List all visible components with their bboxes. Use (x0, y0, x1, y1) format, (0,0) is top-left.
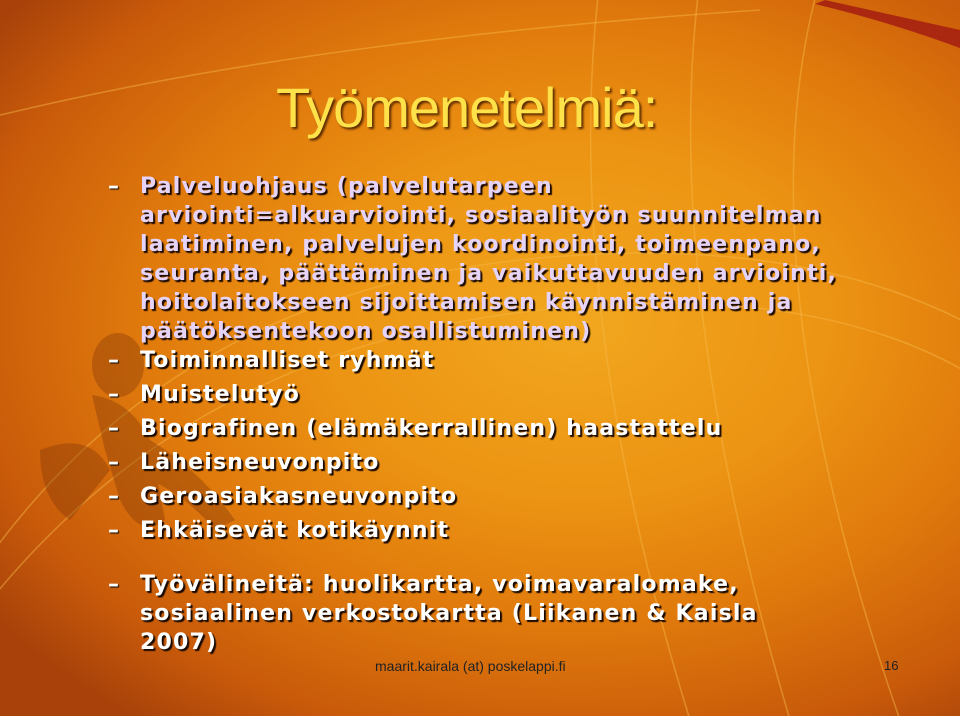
bullet-geroasiakasneuvonpito (108, 482, 928, 516)
dash-icon (108, 380, 119, 409)
page-number: 16 (884, 658, 899, 673)
footer-email: maarit.kairala (at) poskelappi.fi (375, 658, 566, 674)
bullet-line: arviointi=alkuarviointi, sosiaalityön suunnitelman (140, 203, 822, 228)
bullet-palveluohjaus (108, 172, 928, 346)
bullet-list (108, 172, 928, 655)
dash-icon (108, 482, 119, 511)
bullet-tyovalineita (108, 570, 928, 655)
dash-icon (108, 172, 119, 201)
dash-icon (108, 448, 119, 477)
dash-icon (108, 570, 119, 599)
bullet-text: Läheisneuvonpito (140, 450, 380, 475)
bullet-line: Palveluohjaus (palvelutarpeen (140, 174, 553, 199)
corner-streak-icon (815, 0, 960, 48)
bullet-line: sosiaalinen verkostokartta (Liikanen & Kaisla (140, 601, 758, 626)
bullet-text: Toiminnalliset ryhmät (140, 348, 435, 373)
bullet-muistelutyo (108, 380, 928, 414)
bullet-laheisneuvonpito (108, 448, 928, 482)
bullet-biografinen-haastattelu (108, 414, 928, 448)
bullet-line: päätöksentekoon osallistuminen) (140, 319, 592, 344)
dash-icon (108, 516, 119, 545)
bullet-text (140, 172, 928, 346)
bullet-text: Biografinen (elämäkerrallinen) haastattelu (140, 416, 723, 441)
dash-icon (108, 414, 119, 443)
bullet-toiminnalliset-ryhmat (108, 346, 928, 380)
bullet-line: hoitolaitokseen sijoittamisen käynnistäminen ja (140, 290, 793, 315)
bullet-line: Työvälineitä: huolikartta, voimavaralomake, (140, 572, 739, 597)
bullet-text: Muistelutyö (140, 382, 301, 407)
bullet-line: seuranta, päättäminen ja vaikuttavuuden arviointi, (140, 261, 838, 286)
bullet-text: Geroasiakasneuvonpito (140, 484, 458, 509)
dash-icon (108, 346, 119, 375)
bullet-text (140, 570, 928, 657)
slide-title: Työmenetelmiä: (276, 76, 658, 139)
bullet-ehkaisevat-kotikaynnit (108, 516, 928, 550)
bullet-line: laatiminen, palvelujen koordinointi, toimeenpano, (140, 232, 821, 257)
bullet-line: 2007) (140, 630, 218, 655)
bullet-text: Ehkäisevät kotikäynnit (140, 518, 450, 543)
